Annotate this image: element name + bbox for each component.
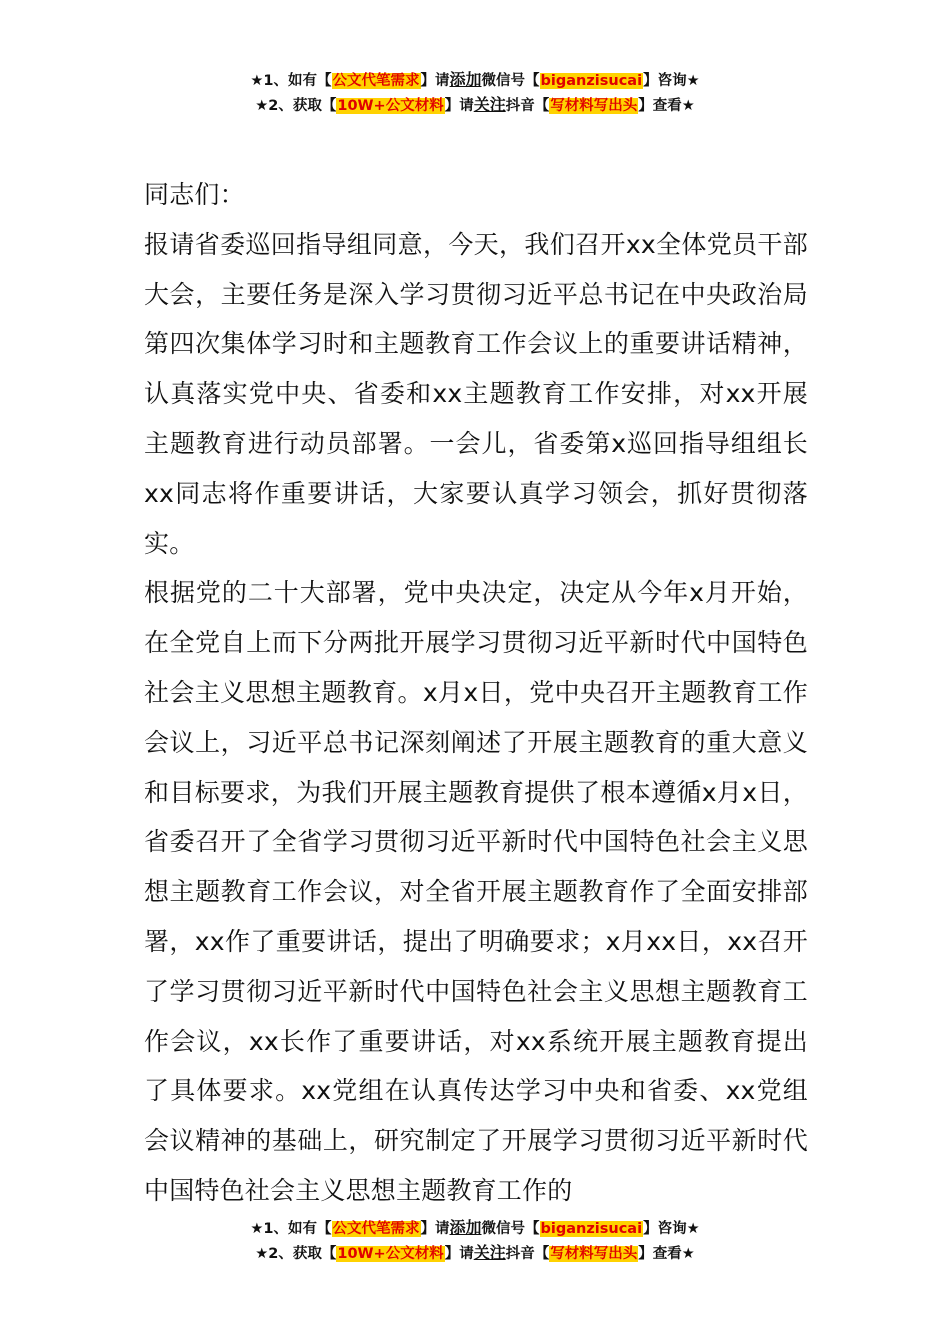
promo-highlight: biganzisucai [540, 1221, 643, 1237]
promo-text: 微信号【 [481, 1221, 540, 1237]
star-icon: ★ [250, 1221, 264, 1237]
promo-emphasis: 添加 [449, 1218, 482, 1237]
promo-highlight: 公文代笔需求 [332, 1221, 420, 1237]
promo-highlight: 写材料写出头 [550, 98, 638, 114]
promo-text: 】咨询★ [643, 73, 700, 89]
promo-emphasis: 添加 [449, 70, 482, 89]
promo-highlight: 10W+公文材料 [337, 1246, 444, 1262]
promo-text: 】请 [420, 1221, 450, 1237]
promo-highlight: 写材料写出头 [550, 1246, 638, 1262]
promo-text: 】咨询★ [643, 1221, 700, 1237]
salutation: 同志们： [144, 180, 245, 209]
promo-text: 2、获取【 [268, 1246, 337, 1262]
promo-emphasis: 关注 [473, 95, 506, 114]
promo-highlight: 10W+公文材料 [337, 98, 444, 114]
promo-banner-top [0, 68, 950, 118]
promo-highlight: 公文代笔需求 [332, 73, 420, 89]
document-body [144, 170, 808, 1216]
paragraph-1: 报请省委巡回指导组同意，今天，我们召开xx全体党员干部大会，主要任务是深入学习贯彻习近平总书记在中央政治局第四次集体学习时和主题教育工作会议上的重要讲话精神，认真落实党中央、省委和xx主题教育工作安排，对xx开展主题教育进行动员部署。一会儿，省委第x巡回指导组组长xx同志将作重要讲话，大家要认真学习领会，抓好贯彻落实。 [144, 229, 808, 558]
promo-emphasis: 关注 [473, 1243, 506, 1262]
promo-text: 微信号【 [481, 73, 540, 89]
promo-line-2 [0, 1241, 950, 1266]
promo-text: 1、如有【 [263, 1221, 332, 1237]
promo-text: 抖音【 [505, 98, 550, 114]
star-icon: ★ [255, 98, 269, 114]
promo-line-2 [0, 93, 950, 118]
star-icon: ★ [255, 1246, 269, 1262]
promo-line-1 [0, 68, 950, 93]
promo-highlight: biganzisucai [540, 73, 643, 89]
promo-text: 】查看★ [638, 98, 695, 114]
promo-text: 】请 [420, 73, 450, 89]
promo-line-1 [0, 1216, 950, 1241]
promo-text: 】请 [444, 1246, 474, 1262]
promo-text: 2、获取【 [268, 98, 337, 114]
promo-banner-bottom [0, 1216, 950, 1266]
promo-text: 】请 [444, 98, 474, 114]
paragraph-2: 根据党的二十大部署，党中央决定，决定从今年x月开始，在全党自上而下分两批开展学习贯彻习近平新时代中国特色社会主义思想主题教育。x月x日，党中央召开主题教育工作会议上，习近平总书记深刻阐述了开展主题教育的重大意义和目标要求，为我们开展主题教育提供了根本遵循x月x日，省委召开了全省学习贯彻习近平新时代中国特色社会主义思想主题教育工作会议，对全省开展主题教育作了全面安排部署，xx作了重要讲话，提出了明确要求；x月xx日，xx召开了学习贯彻习近平新时代中国特色社会主义思想主题教育工作会议，xx长作了重要讲话，对xx系统开展主题教育提出了具体要求。xx党组在认真传达学习中央和省委、xx党组会议精神的基础上，研究制定了开展学习贯彻习近平新时代中国特色社会主义思想主题教育工作的 [144, 578, 808, 1205]
promo-text: 】查看★ [638, 1246, 695, 1262]
promo-text: 1、如有【 [263, 73, 332, 89]
promo-text: 抖音【 [505, 1246, 550, 1262]
star-icon: ★ [250, 73, 264, 89]
